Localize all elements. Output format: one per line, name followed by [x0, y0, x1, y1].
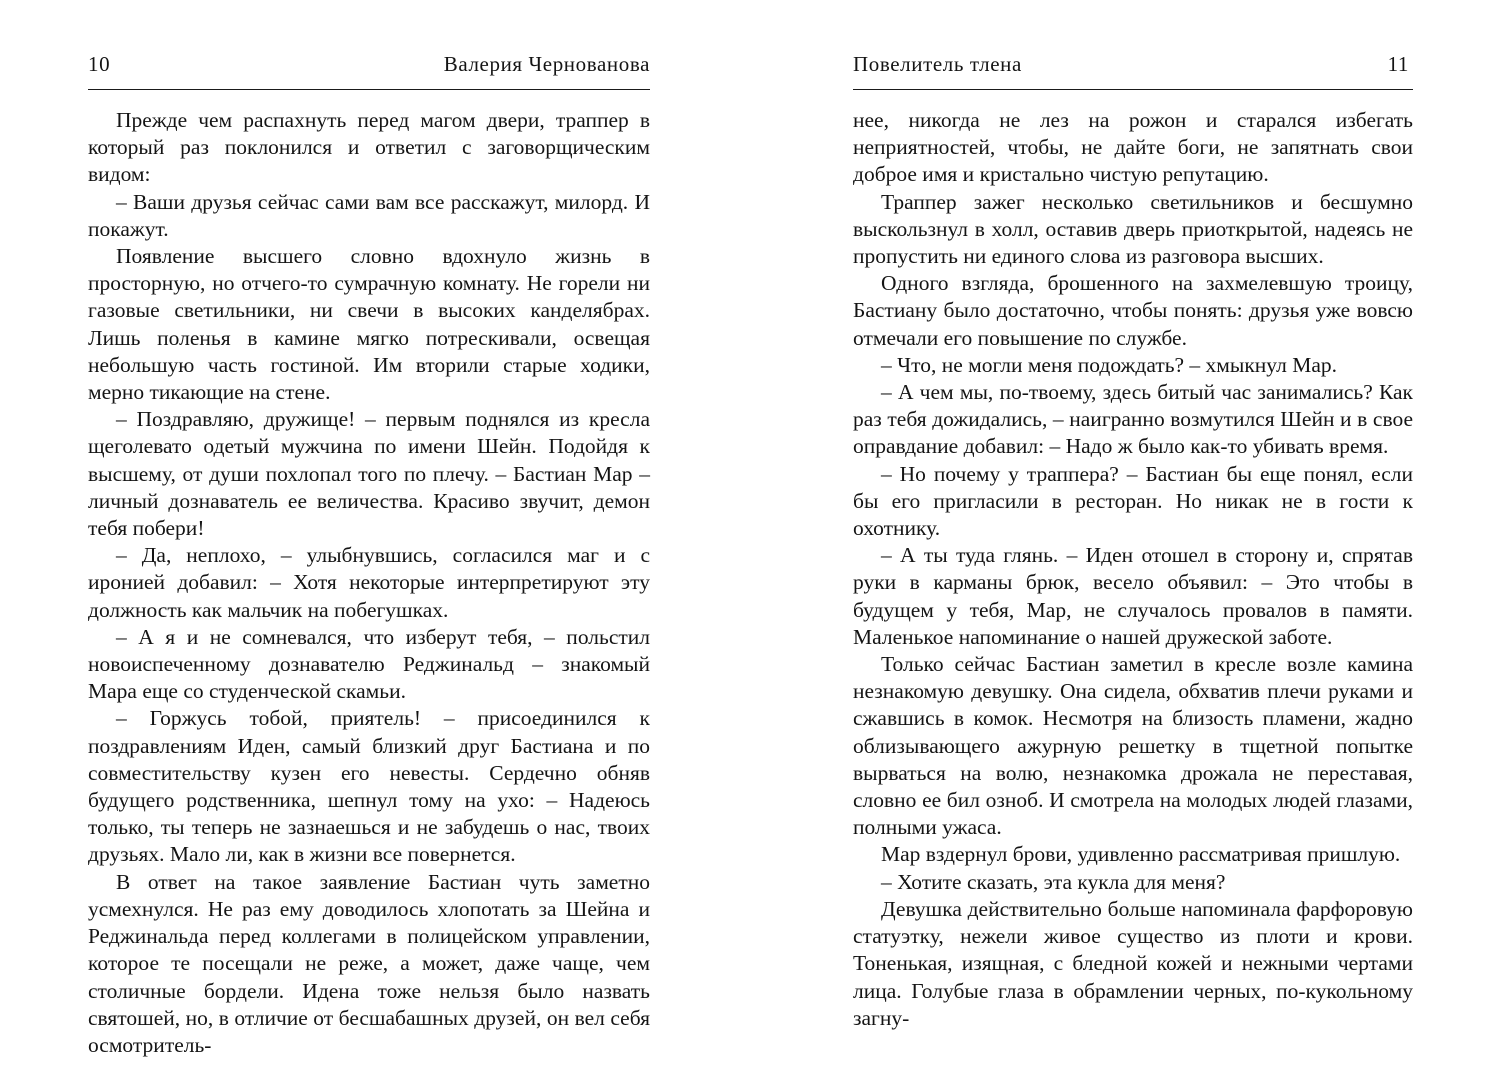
right-page — [853, 0, 1413, 1080]
paragraph: Мар вздернул брови, удивленно рассматривая пришлую. — [881, 842, 1401, 867]
paragraph: – Горжусь тобой, приятель! – присоединился к поздравлениям Иден, самый близкий друг Бастиана и по совместительству кузен его невесты. Сердечно обняв будущего родственника, шепнул тому на ухо: – Надеюсь только, ты теперь не зазнаешься и не забудешь о нас, твоих друзьях. Мало ли, как в жизни все повернется. — [88, 706, 650, 867]
paragraph: – Что, не могли меня подождать? – хмыкнул Мар. — [881, 352, 1338, 377]
paragraph: – Поздравляю, дружище! – первым поднялся из кресла щеголевато одетый мужчина по имени Шейн. Подойдя к высшему, от души похлопал того по плечу. – Бастиан Мар – личный дознаватель ее величества. Красиво звучит, демон тебя побери! — [88, 407, 650, 541]
right-page-number: 11 — [1387, 52, 1409, 76]
paragraph: Появление высшего словно вдохнуло жизнь в просторную, но отчего-то сумрачную комнату. Не горели ни газовые светильники, ни свечи в высоких канделябрах. Лишь поленья в камине мягко потрескивали, освещая небольшую часть гостиной. Им вторили старые ходики, мерно тикающие на стене. — [88, 244, 650, 405]
paragraph: Только сейчас Бастиан заметил в кресле возле камина незнакомую девушку. Она сидела, обхватив плечи руками и сжавшись в комок. Несмотря на близость пламени, жадно облизывающего ажурную решетку в тщетной попытке вырваться на волю, незнакомка дрожала не переставая, словно ее бил озноб. И смотрела на молодых людей глазами, полными ужаса. — [853, 652, 1413, 840]
paragraph: – Ваши друзья сейчас сами вам все расскажут, милорд. И покажут. — [88, 189, 650, 241]
right-running-head — [853, 52, 1413, 82]
paragraph-continued: нее, никогда не лез на рожон и старался избегать неприятностей, чтобы, не дайте боги, не запятнать свои доброе имя и кристально чистую репутацию. — [853, 108, 1413, 187]
paragraph: – А чем мы, по-твоему, здесь битый час занимались? Как раз тебя дожидались, – наигранно возмутился Шейн и в свое оправдание добавил: – Надо ж было как-то убивать время. — [853, 380, 1413, 459]
left-header-rule — [88, 89, 650, 90]
paragraph: – А я и не сомневался, что изберут тебя, – польстил новоиспеченному дознавателю Реджинальд – знакомый Мара еще со студенческой скамьи. — [88, 624, 650, 704]
right-running-title: Повелитель тлена — [853, 52, 1022, 76]
paragraph: – Но почему у траппера? – Бастиан бы еще понял, если бы его пригласили в ресторан. Но никак не в гости к охотнику. — [853, 461, 1413, 541]
paragraph: Прежде чем распахнуть перед магом двери, траппер в который раз поклонился и ответил с заговорщическим видом: — [88, 108, 650, 187]
paragraph: В ответ на такое заявление Бастиан чуть заметно усмехнулся. Не раз ему доводилось хлопотать за Шейна и Реджинальда перед коллегами в полицейском управлении, которое те посещали не реже, а может, даже чаще, чем столичные бордели. Идена тоже нельзя было назвать святошей, но, в отличие от бесшабашных друзей, он вел себя осмотритель- — [88, 869, 650, 1057]
paragraph: – Да, неплохо, – улыбнувшись, согласился маг и с иронией добавил: – Хотя некоторые интерпретируют эту должность как мальчик на побегушках. — [88, 543, 650, 622]
left-body-text — [88, 107, 650, 1059]
left-running-head — [88, 52, 650, 82]
paragraph: – А ты туда глянь. – Иден отошел в сторону и, спрятав руки в карманы брюк, весело объявил: – Это чтобы в будущем у тебя, Мар, не случалось провалов в памяти. Маленькое напоминание о нашей дружеской заботе. — [853, 543, 1413, 649]
left-page-number: 10 — [88, 52, 111, 76]
paragraph: Девушка действительно больше напоминала фарфоровую статуэтку, нежели живое существо из плоти и крови. Тоненькая, изящная, с бледной кожей и нежными чертами лица. Голубые глаза в обрамлении черных, по-кукольному загну- — [853, 896, 1413, 1030]
left-page — [88, 0, 650, 1080]
paragraph: Одного взгляда, брошенного на захмелевшую троицу, Бастиану было достаточно, чтобы понять: друзья уже вовсю отмечали его повышение по службе. — [853, 271, 1413, 350]
paragraph: – Хотите сказать, эта кукла для меня? — [881, 869, 1226, 894]
right-body-text — [853, 107, 1413, 1032]
left-running-title: Валерия Чернованова — [443, 52, 650, 76]
right-header-rule — [853, 89, 1413, 90]
paragraph: Траппер зажег несколько светильников и бесшумно выскользнул в холл, оставив дверь приоткрытой, надеясь не пропустить ни единого слова из разговора высших. — [853, 189, 1413, 269]
